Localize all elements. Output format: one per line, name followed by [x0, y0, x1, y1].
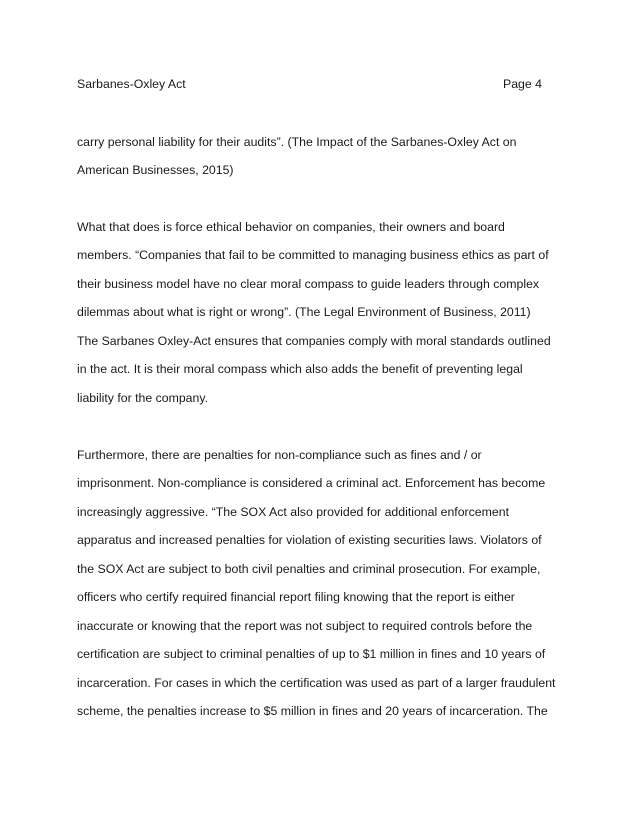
body-line: incarceration. For cases in which the certification was used as part of a larger fraudulent	[77, 676, 556, 690]
page-header	[77, 77, 542, 97]
body-line: What that does is force ethical behavior on companies, their owners and board	[77, 220, 505, 234]
body-line: scheme, the penalties increase to $5 million in fines and 20 years of incarceration. The	[77, 704, 548, 718]
body-line: liability for the company.	[77, 391, 208, 405]
body-line: members. “Companies that fail to be committed to managing business ethics as part of	[77, 248, 549, 262]
body-line: in the act. It is their moral compass which also adds the benefit of preventing legal	[77, 362, 523, 376]
body-line: Furthermore, there are penalties for non-compliance such as fines and / or	[77, 448, 482, 462]
body-line: their business model have no clear moral compass to guide leaders through complex	[77, 277, 540, 291]
body-line: increasingly aggressive. “The SOX Act also provided for additional enforcement	[77, 505, 509, 519]
body-line: the SOX Act are subject to both civil penalties and criminal prosecution. For example,	[77, 562, 541, 576]
body-line: apparatus and increased penalties for violation of existing securities laws. Violators of	[77, 533, 542, 547]
body-line: certification are subject to criminal penalties of up to $1 million in fines and 10 years of	[77, 647, 546, 661]
page-number: Page 4	[503, 77, 542, 91]
running-head: Sarbanes-Oxley Act	[77, 77, 186, 91]
body-line: carry personal liability for their audits”. (The Impact of the Sarbanes-Oxley Act on	[77, 135, 517, 149]
body-line: The Sarbanes Oxley-Act ensures that companies comply with moral standards outlined	[77, 334, 551, 348]
body-line: imprisonment. Non-compliance is considered a criminal act. Enforcement has become	[77, 476, 546, 490]
body-line: American Businesses, 2015)	[77, 163, 234, 177]
body-line: inaccurate or knowing that the report was not subject to required controls before the	[77, 619, 533, 633]
body-line: officers who certify required financial report filing knowing that the report is either	[77, 590, 515, 604]
body-line: dilemmas about what is right or wrong”. (The Legal Environment of Business, 2011)	[77, 305, 531, 319]
